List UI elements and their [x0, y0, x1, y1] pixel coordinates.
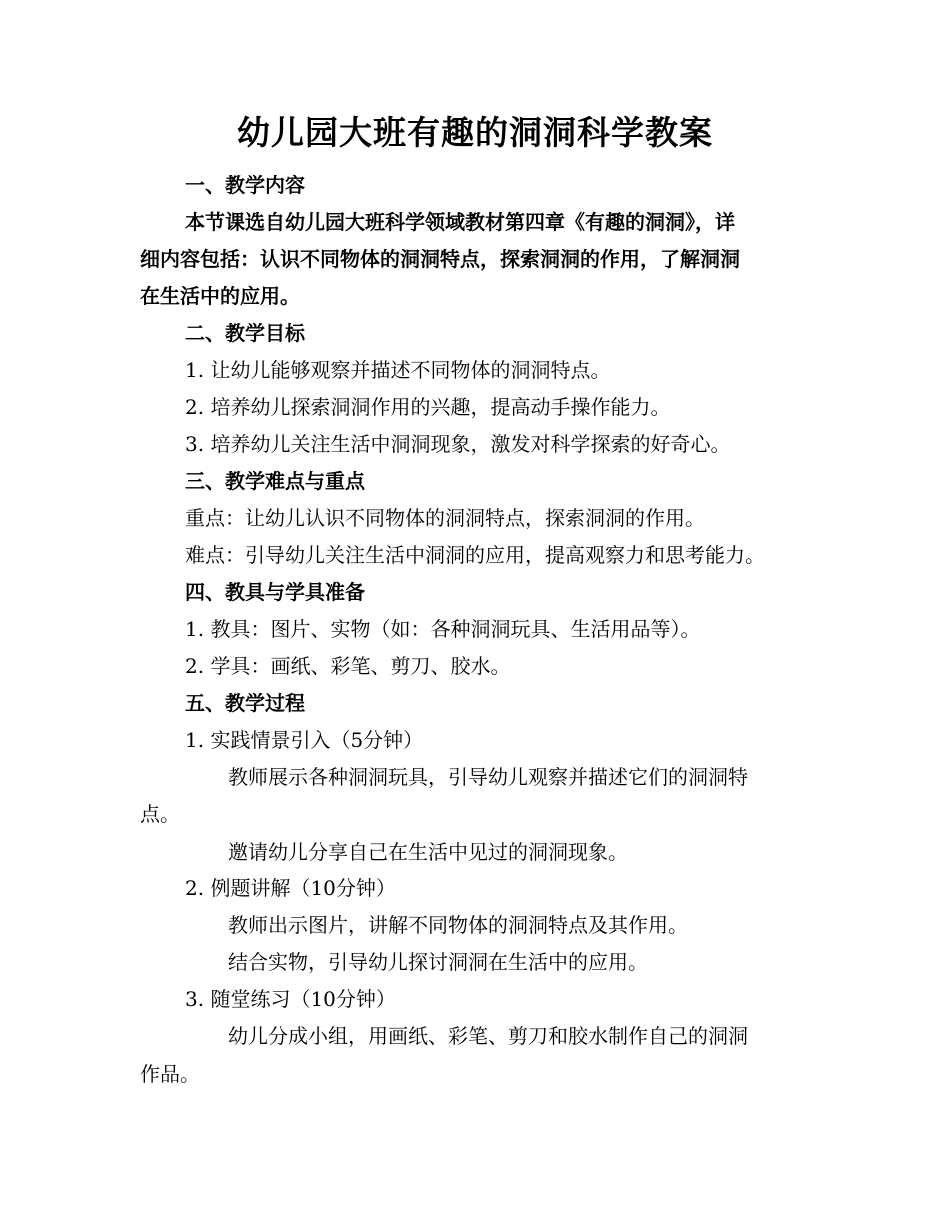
objective-item: 2. 培养幼儿探索洞洞作用的兴趣，提高动手操作能力。: [185, 395, 671, 419]
materials-item: 1. 教具：图片、实物（如：各种洞洞玩具、生活用品等）。: [185, 617, 701, 641]
process-step-text: 幼儿分成小组，用画纸、彩笔、剪刀和胶水制作自己的洞洞: [228, 1024, 748, 1048]
section-content-line: 本节课选自幼儿园大班科学领域教材第四章《有趣的洞洞》，详: [185, 210, 735, 234]
process-step-label: 1. 实践情景引入（5分钟）: [185, 728, 424, 752]
process-step-text: 邀请幼儿分享自己在生活中见过的洞洞现象。: [228, 840, 628, 864]
objective-item: 3. 培养幼儿关注生活中洞洞现象，激发对科学探索的好奇心。: [185, 432, 731, 456]
section-heading-materials: 四、教具与学具准备: [185, 580, 365, 604]
process-step-text-cont: 点。: [140, 802, 180, 826]
section-heading-process: 五、教学过程: [185, 691, 305, 715]
page-title: 幼儿园大班有趣的洞洞科学教案: [237, 113, 713, 152]
section-content-line: 细内容包括：认识不同物体的洞洞特点，探索洞洞的作用，了解洞洞: [140, 247, 740, 271]
process-step-text: 结合实物，引导幼儿探讨洞洞在生活中的应用。: [228, 950, 648, 974]
key-point-text: 重点：让幼儿认识不同物体的洞洞特点，探索洞洞的作用。: [185, 506, 705, 530]
section-heading-content: 一、教学内容: [185, 173, 305, 197]
process-step-label: 3. 随堂练习（10分钟）: [185, 987, 396, 1011]
difficulty-text: 难点：引导幼儿关注生活中洞洞的应用，提高观察力和思考能力。: [185, 543, 765, 567]
section-heading-key-points: 三、教学难点与重点: [185, 469, 365, 493]
section-heading-objectives: 二、教学目标: [185, 321, 305, 345]
section-content-line: 在生活中的应用。: [140, 284, 300, 308]
process-step-text: 教师展示各种洞洞玩具，引导幼儿观察并描述它们的洞洞特: [228, 765, 748, 789]
materials-item: 2. 学具：画纸、彩笔、剪刀、胶水。: [185, 654, 511, 678]
process-step-text-cont: 作品。: [140, 1062, 200, 1086]
objective-item: 1. 让幼儿能够观察并描述不同物体的洞洞特点。: [185, 358, 611, 382]
process-step-label: 2. 例题讲解（10分钟）: [185, 876, 396, 900]
process-step-text: 教师出示图片，讲解不同物体的洞洞特点及其作用。: [228, 913, 688, 937]
